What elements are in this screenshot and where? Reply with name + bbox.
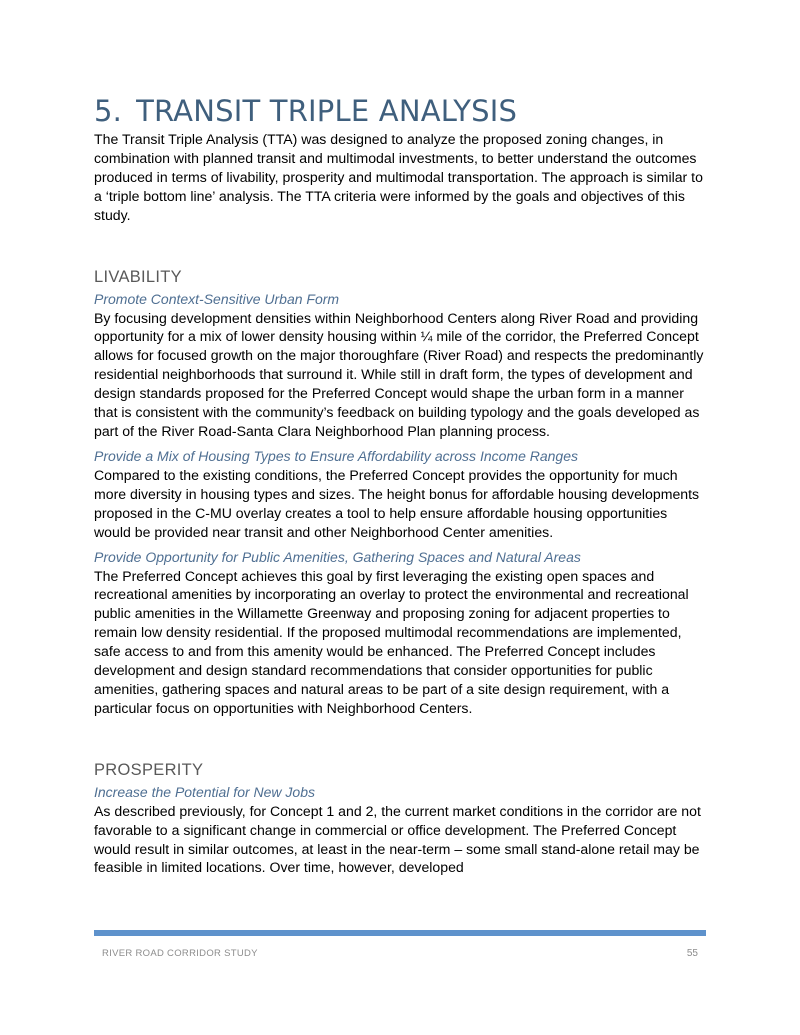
page-title	[94, 94, 706, 128]
livability-section	[94, 266, 706, 718]
livability-item	[94, 548, 706, 718]
prosperity-section	[94, 759, 706, 878]
prosperity-item	[94, 783, 706, 878]
subheading: Promote Context-Sensitive Urban Form	[94, 290, 340, 307]
body-paragraph: By focusing development densities within Neighborhood Centers along River Road and providing opportunity for a mix of lower density housing within ¼ mile of the corridor, the Preferred Concept allows for focused growth on the major thoroughfare (River Road) and respects the predominantly residential neighborhoods that surround it. While still in draft form, the types of development and design standards proposed for the Preferred Concept would shape the urban form in a manner that is consistent with the community’s feedback on building typology and the goals developed as part of the River Road-Santa Clara Neighborhood Plan planning process.	[94, 309, 704, 439]
subheading: Increase the Potential for New Jobs	[94, 783, 316, 800]
body-paragraph: The Preferred Concept achieves this goal by first leveraging the existing open spaces and recreational amenities by incorporating an overlay to protect the environmental and recreational public amenities in the Willamette Greenway and proposing zoning for adjacent properties to remain low density residential. If the proposed multimodal recommendations are implemented, safe access to and from this amenity would be enhanced. The Preferred Concept includes development and design standard recommendations that consider opportunities for public amenities, gathering spaces and natural areas to be part of a site design requirement, with a particular focus on opportunities with Neighborhood Centers.	[94, 567, 689, 716]
footer-document-title: RIVER ROAD CORRIDOR STUDY	[102, 948, 258, 959]
intro-paragraph: The Transit Triple Analysis (TTA) was designed to analyze the proposed zoning changes, in combination with planned transit and multimodal investments, to better understand the outcomes produced in terms of livability, prosperity and multimodal transportation. The approach is similar to a ‘triple bottom line’ analysis. The TTA criteria were informed by the goals and objectives of this study.	[94, 131, 703, 223]
livability-item	[94, 290, 706, 441]
page-number: 55	[686, 948, 698, 959]
body-paragraph: As described previously, for Concept 1 and 2, the current market conditions in the corridor are not favorable to a significant change in commercial or office development. The Preferred Concept would result in similar outcomes, at least in the near-term – some small stand-alone retail may be feasible in limited locations. Over time, however, developed	[94, 802, 701, 876]
livability-item	[94, 447, 706, 542]
footer-rule	[94, 930, 706, 936]
subheading: Provide a Mix of Housing Types to Ensure Affordability across Income Ranges	[94, 447, 578, 464]
livability-heading: LIVABILITY	[94, 267, 182, 286]
subheading: Provide Opportunity for Public Amenities, Gathering Spaces and Natural Areas	[94, 548, 581, 565]
title-text: TRANSIT TRIPLE ANALYSIS	[136, 94, 518, 128]
document-page	[94, 94, 706, 877]
prosperity-heading: PROSPERITY	[94, 760, 204, 779]
body-paragraph: Compared to the existing conditions, the Preferred Concept provides the opportunity for much more diversity in housing types and sizes. The height bonus for affordable housing developments proposed in the C-MU overlay creates a tool to help ensure affordable housing opportunities would be provided near transit and other Neighborhood Center amenities.	[94, 466, 700, 540]
section-number: 5.	[94, 94, 123, 128]
